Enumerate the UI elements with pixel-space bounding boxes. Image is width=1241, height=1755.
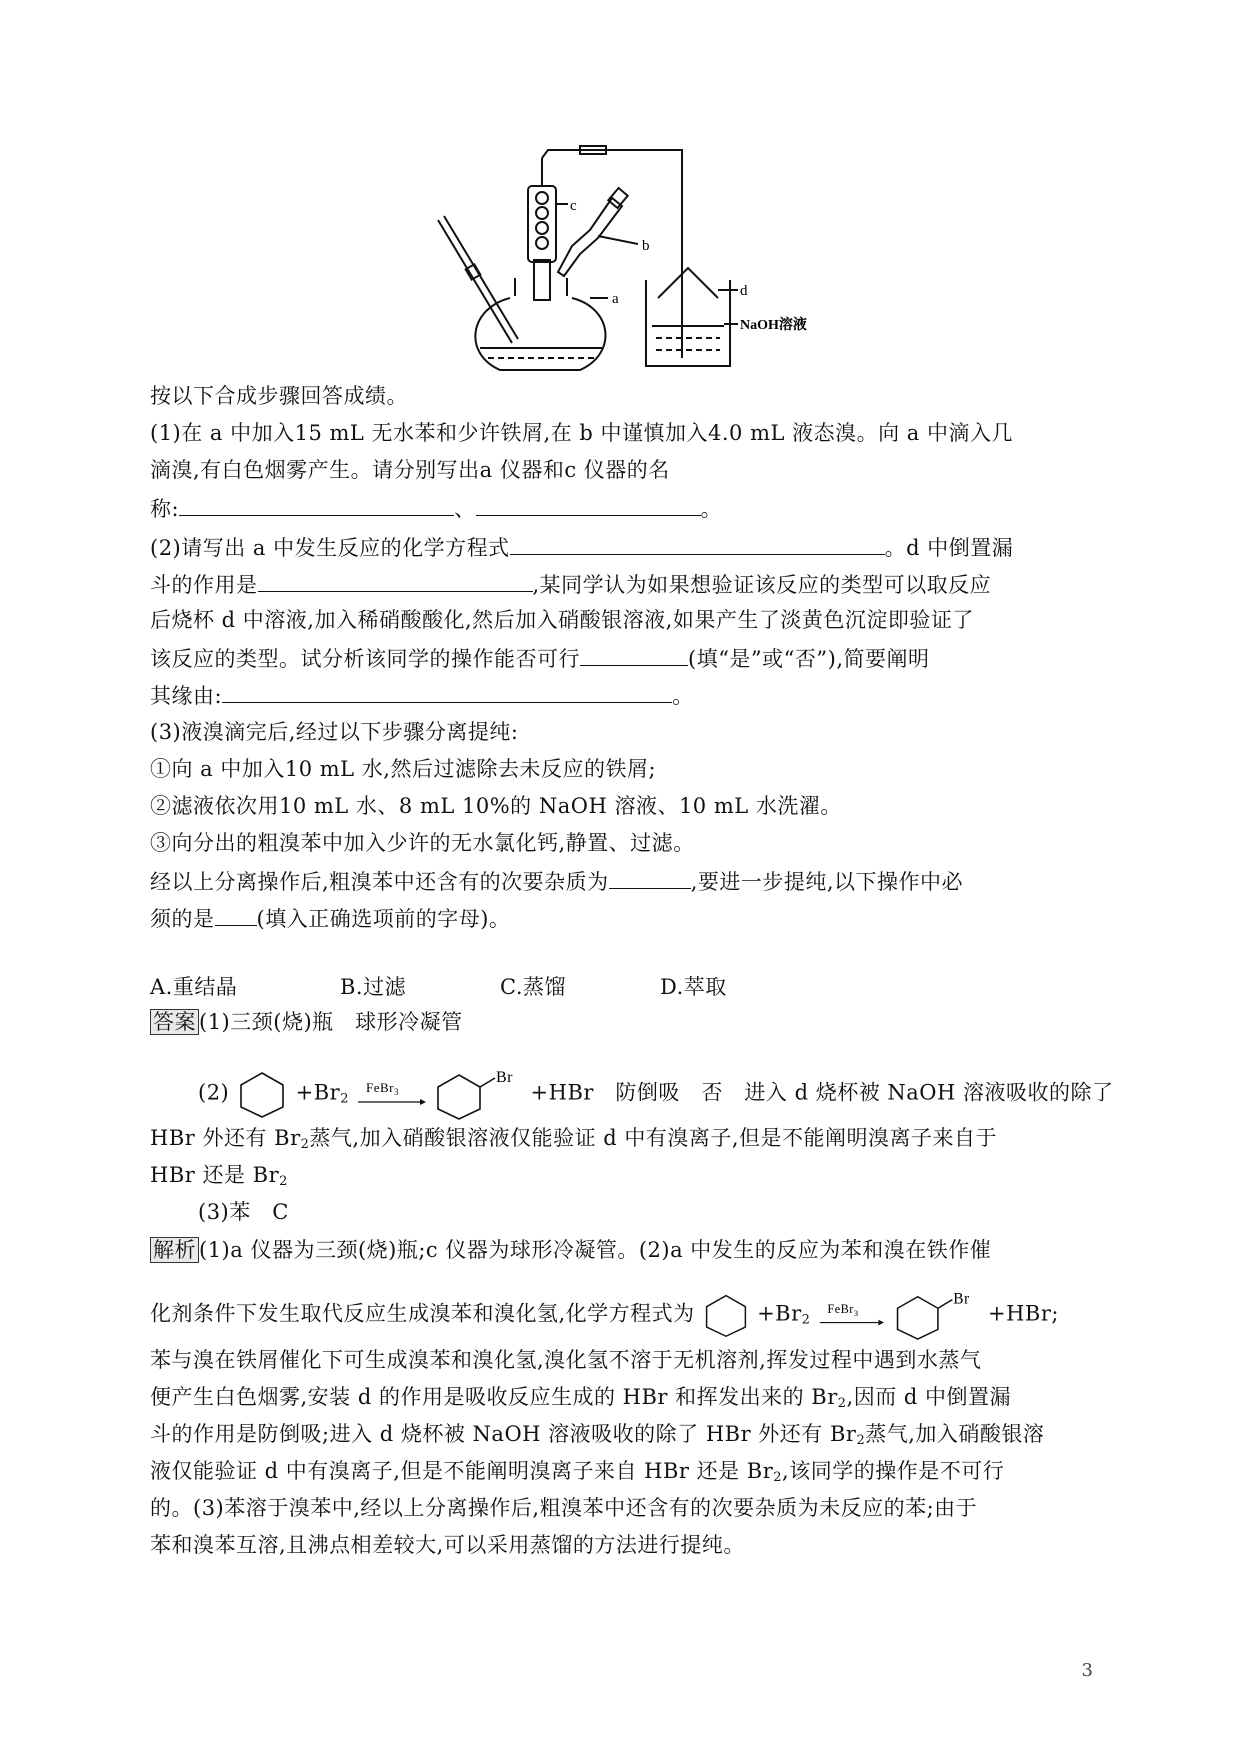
br-label: Br (953, 1290, 970, 1308)
bromobenzene-icon (433, 1068, 523, 1120)
br-label: Br (496, 1069, 514, 1086)
option-a: A.重结晶 (150, 975, 238, 999)
q1-line-3: 称: 、 。 (150, 493, 722, 523)
blank-a-name[interactable] (179, 493, 454, 516)
q3-step-2: ②滤液依次用10 mL 水、8 mL 10%的 NaOH 溶液、10 mL 水洗濯。 (150, 794, 842, 818)
explanation-line-1: 解析 (1)a 仪器为三颈(烧)瓶;c 仪器为球形冷凝管。(2)a 中发生的反应为苯和溴在铁作催 (150, 1236, 991, 1264)
q2-line-5: 其缘由: 。 (150, 680, 694, 710)
explanation-line-6: 液仅能验证 d 中有溴离子,但是不能阐明溴离子来自 HBr 还是 $Br_2$,该同学的操作是不可行 (150, 1459, 1005, 1485)
answer-line-2: $(2) +Br_2$ FeBr$_3$ Br +HBr 防倒吸 否 进入 d 烧杯被 NaOH 溶液吸收的除了 (198, 1068, 1114, 1120)
catalyst-label: FeBr (827, 1302, 854, 1317)
blank-funnel-role[interactable] (258, 569, 533, 592)
q3-line-5: 经以上分离操作后,粗溴苯中还含有的次要杂质为 ,要进一步提纯,以下操作中必 (150, 866, 963, 896)
blank-c-name[interactable] (476, 493, 701, 516)
explanation-line-8: 苯和溴苯互溶,且沸点相差较大,可以采用蒸馏的方法进行提纯。 (150, 1533, 745, 1557)
intro-line: 按以下合成步骤回答成绩。 (150, 384, 408, 408)
explanation-line-2: 化剂条件下发生取代反应生成溴苯和溴化氢,化学方程式为 $+Br_2$ FeBr$_3$ Br +HBr; (150, 1290, 1059, 1340)
page-number: 3 (1081, 1660, 1093, 1681)
blank-reason[interactable] (222, 680, 672, 703)
q3-line-1: (3)液溴滴完后,经过以下步骤分离提纯: (150, 720, 519, 744)
option-b: B.过滤 (340, 975, 407, 999)
answer-line-1: 答案 (1)三颈(烧)瓶 球形冷凝管 (150, 1008, 463, 1036)
q1-line-1: (1)在 a 中加入15 mL 无水苯和少许铁屑,在 b 中谨慎加入4.0 mL 液态溴。向 a 中滴入几 (150, 421, 1013, 445)
blank-yes-no[interactable] (580, 643, 688, 666)
reaction-arrow (356, 1074, 426, 1114)
label-naoh: NaOH溶液 (740, 318, 807, 333)
benzene-ring-icon (236, 1070, 288, 1118)
option-c: C.蒸馏 (500, 975, 566, 999)
bromobenzene-icon (891, 1290, 981, 1340)
answer-line-3: HBr 外还有 $Br_2$蒸气,加入硝酸银溶液仅能验证 d 中有溴离子,但是不能阐明溴离子来自于 (150, 1126, 998, 1152)
answer-tag: 答案 (150, 1009, 199, 1035)
explanation-line-4: 便产生白色烟雾,安装 d 的作用是吸收反应生成的 HBr 和挥发出来的 $Br_2$,因而 d 中倒置漏 (150, 1385, 1011, 1411)
q2-line-2: 斗的作用是 ,某同学认为如果想验证该反应的类型可以取反应 (150, 569, 991, 599)
q2-line-1: (2)请写出 a 中发生反应的化学方程式 。d 中倒置漏 (150, 532, 1013, 562)
explanation-line-5: 斗的作用是防倒吸;进入 d 烧杯被 NaOH 溶液吸收的除了 HBr 外还有 $Br_2$蒸气,加入硝酸银溶 (150, 1422, 1045, 1448)
blank-equation[interactable] (510, 532, 885, 555)
label-d: d (740, 283, 748, 299)
q3-step-1: ①向 a 中加入10 mL 水,然后过滤除去未反应的铁屑; (150, 757, 657, 781)
q2-line-3: 后烧杯 d 中溶液,加入稀硝酸酸化,然后加入硝酸银溶液,如果产生了淡黄色沉淀即验证了 (150, 608, 974, 632)
label-c: c (570, 198, 577, 214)
label-a: a (612, 291, 619, 307)
label-b: b (642, 238, 650, 254)
svg-text:FeBr3: FeBr$_3$ (366, 1080, 400, 1097)
svg-text:FeBr3: FeBr$_3$ (827, 1302, 859, 1318)
explanation-line-7: 的。(3)苯溶于溴苯中,经以上分离操作后,粗溴苯中还含有的次要杂质为未反应的苯;由于 (150, 1496, 978, 1520)
answer-line-4: HBr 还是 $Br_2$ (150, 1163, 288, 1189)
blank-option[interactable] (215, 903, 257, 926)
explanation-tag: 解析 (150, 1237, 199, 1263)
option-d: D.萃取 (660, 975, 727, 999)
explanation-line-3: 苯与溴在铁屑催化下可生成溴苯和溴化氢,溴化氢不溶于无机溶剂,挥发过程中遇到水蒸气 (150, 1348, 982, 1372)
benzene-ring-icon (702, 1292, 750, 1338)
q3-step-3: ③向分出的粗溴苯中加入少许的无水氯化钙,静置、过滤。 (150, 831, 695, 855)
q1-line-2: 滴溴,有白色烟雾产生。请分别写出a 仪器和c 仪器的名 (150, 458, 670, 482)
answer-line-5: (3)苯 C (198, 1200, 289, 1224)
reaction-arrow (818, 1295, 884, 1335)
blank-impurity[interactable] (609, 866, 691, 889)
catalyst-label: FeBr (366, 1080, 395, 1095)
q3-line-6: 须的是 (填入正确选项前的字母)。 (150, 903, 510, 933)
apparatus-diagram (440, 148, 807, 378)
q2-line-4: 该反应的类型。试分析该同学的操作能否可行 (填“是”或“否”),简要阐明 (150, 643, 930, 673)
